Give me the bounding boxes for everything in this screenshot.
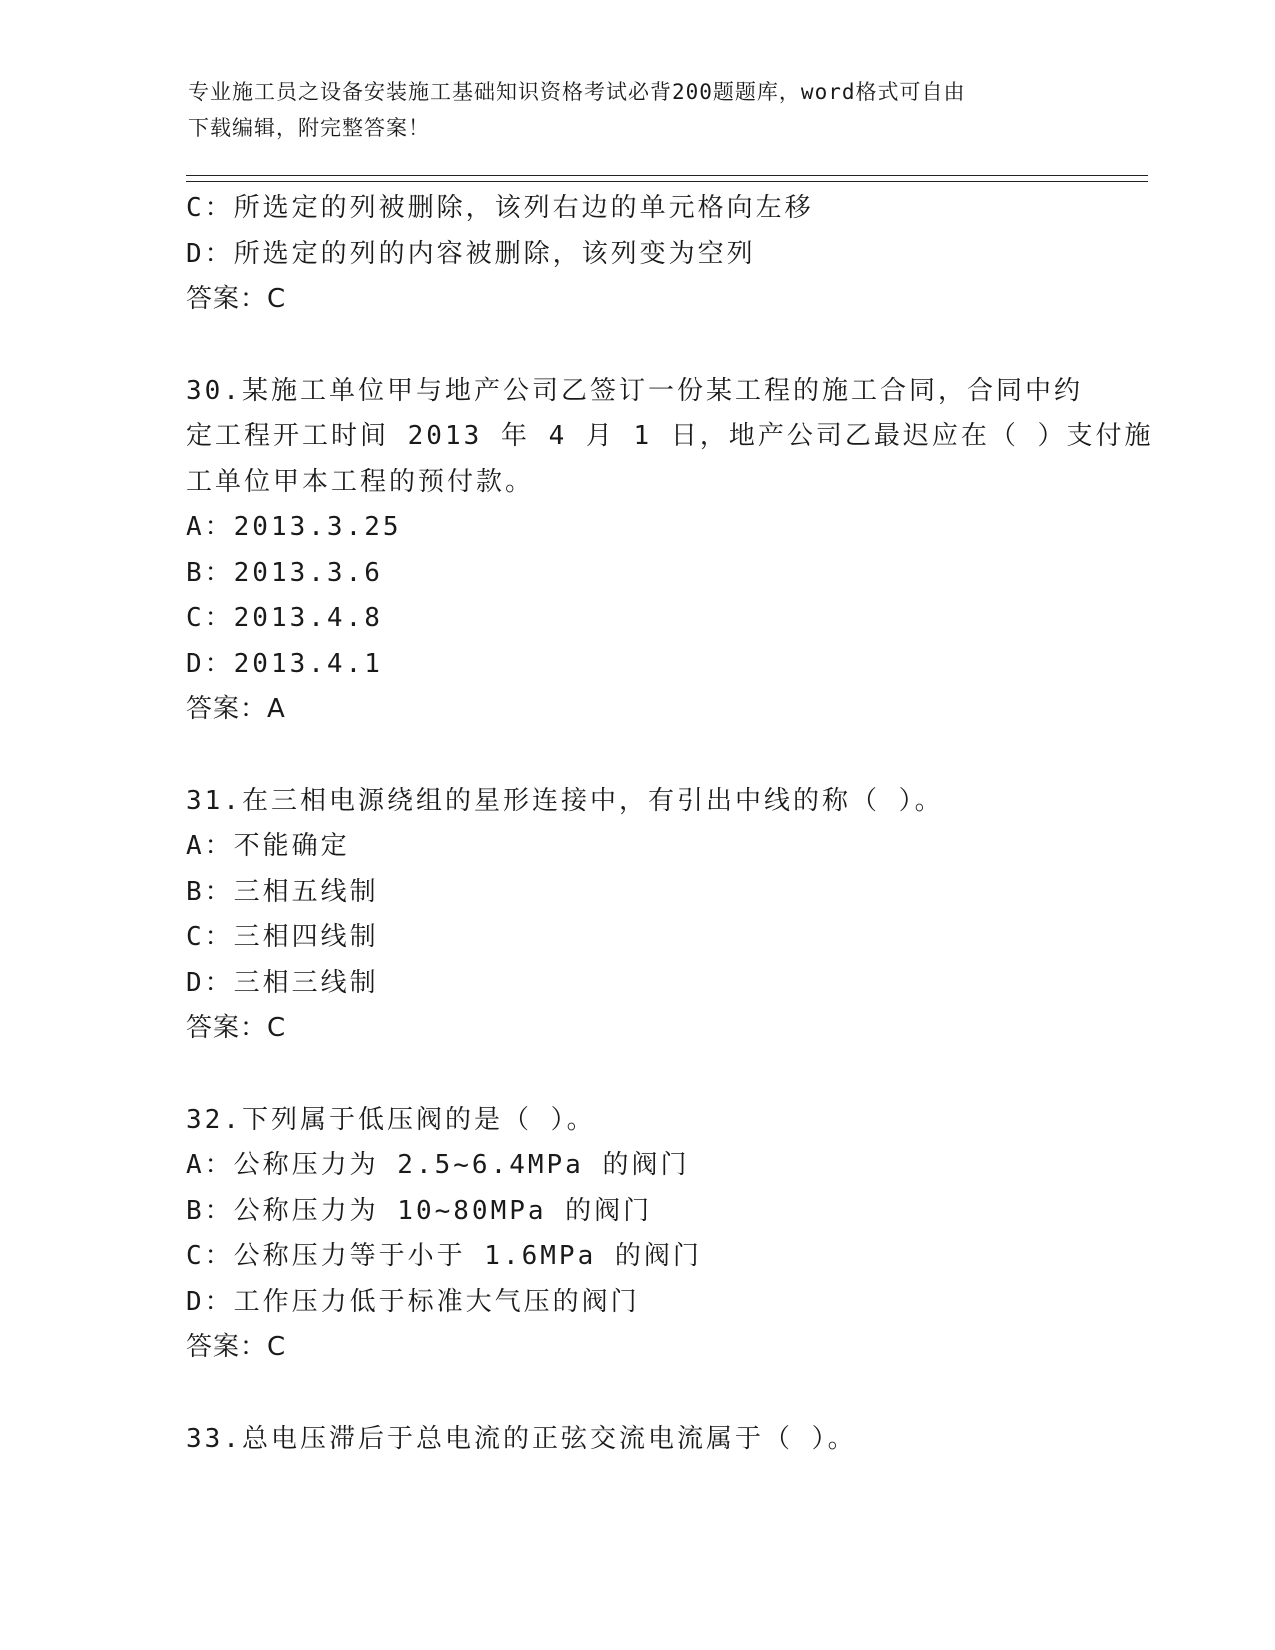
- question-stem-line: 30.某施工单位甲与地产公司乙签订一份某工程的施工合同，合同中约: [186, 375, 1083, 406]
- question-29-continued: [186, 186, 1106, 323]
- option-c: C：公称压力等于小于 1.6MPa 的阀门: [186, 1241, 702, 1271]
- question-stem-line: 定工程开工时间 2013 年 4 月 1 日，地产公司乙最迟应在（ ）支付施: [186, 421, 1154, 451]
- option-d: D：三相三线制: [186, 967, 379, 998]
- option-b: B：公称压力为 10~80MPa 的阀门: [186, 1195, 653, 1226]
- header-line-1: 专业施工员之设备安装施工基础知识资格考试必背200题题库，word格式可自由: [188, 80, 966, 104]
- option-d: D：所选定的列的内容被删除，该列变为空列: [186, 238, 756, 269]
- option-d: D：2013.4.1: [186, 648, 383, 679]
- answer-label: 答案：C: [186, 1332, 287, 1362]
- question-33: [186, 1417, 1106, 1463]
- question-31: [186, 779, 1106, 1052]
- question-stem-line: 32.下列属于低压阀的是（ ）。: [186, 1104, 596, 1135]
- document-header: [188, 74, 1088, 146]
- option-c: C：所选定的列被删除，该列右边的单元格向左移: [186, 193, 814, 223]
- option-a: A：公称压力为 2.5~6.4MPa 的阀门: [186, 1150, 690, 1180]
- answer-label: 答案：C: [186, 1013, 287, 1043]
- option-b: B：2013.3.6: [186, 557, 383, 588]
- spacer: [186, 1052, 1106, 1098]
- header-divider-bottom: [186, 181, 1148, 182]
- question-stem-line: 工单位甲本工程的预付款。: [186, 466, 535, 497]
- question-32: [186, 1098, 1106, 1371]
- option-b: B：三相五线制: [186, 876, 379, 907]
- header-divider-top: [186, 175, 1148, 176]
- option-c: C：三相四线制: [186, 922, 379, 952]
- spacer: [186, 733, 1106, 779]
- option-a: A：2013.3.25: [186, 512, 402, 542]
- answer-label: 答案：A: [186, 694, 286, 724]
- question-30: [186, 369, 1154, 733]
- option-d: D：工作压力低于标准大气压的阀门: [186, 1286, 640, 1317]
- question-stem-line: 33.总电压滞后于总电流的正弦交流电流属于（ ）。: [186, 1423, 857, 1454]
- option-c: C：2013.4.8: [186, 603, 383, 633]
- spacer: [186, 1371, 1106, 1417]
- answer-label: 答案：C: [186, 284, 287, 314]
- question-list: [186, 186, 1154, 1462]
- option-a: A：不能确定: [186, 831, 350, 861]
- header-line-2: 下载编辑，附完整答案！: [188, 116, 430, 140]
- spacer: [186, 323, 1106, 369]
- question-stem-line: 31.在三相电源绕组的星形连接中，有引出中线的称（ ）。: [186, 785, 944, 816]
